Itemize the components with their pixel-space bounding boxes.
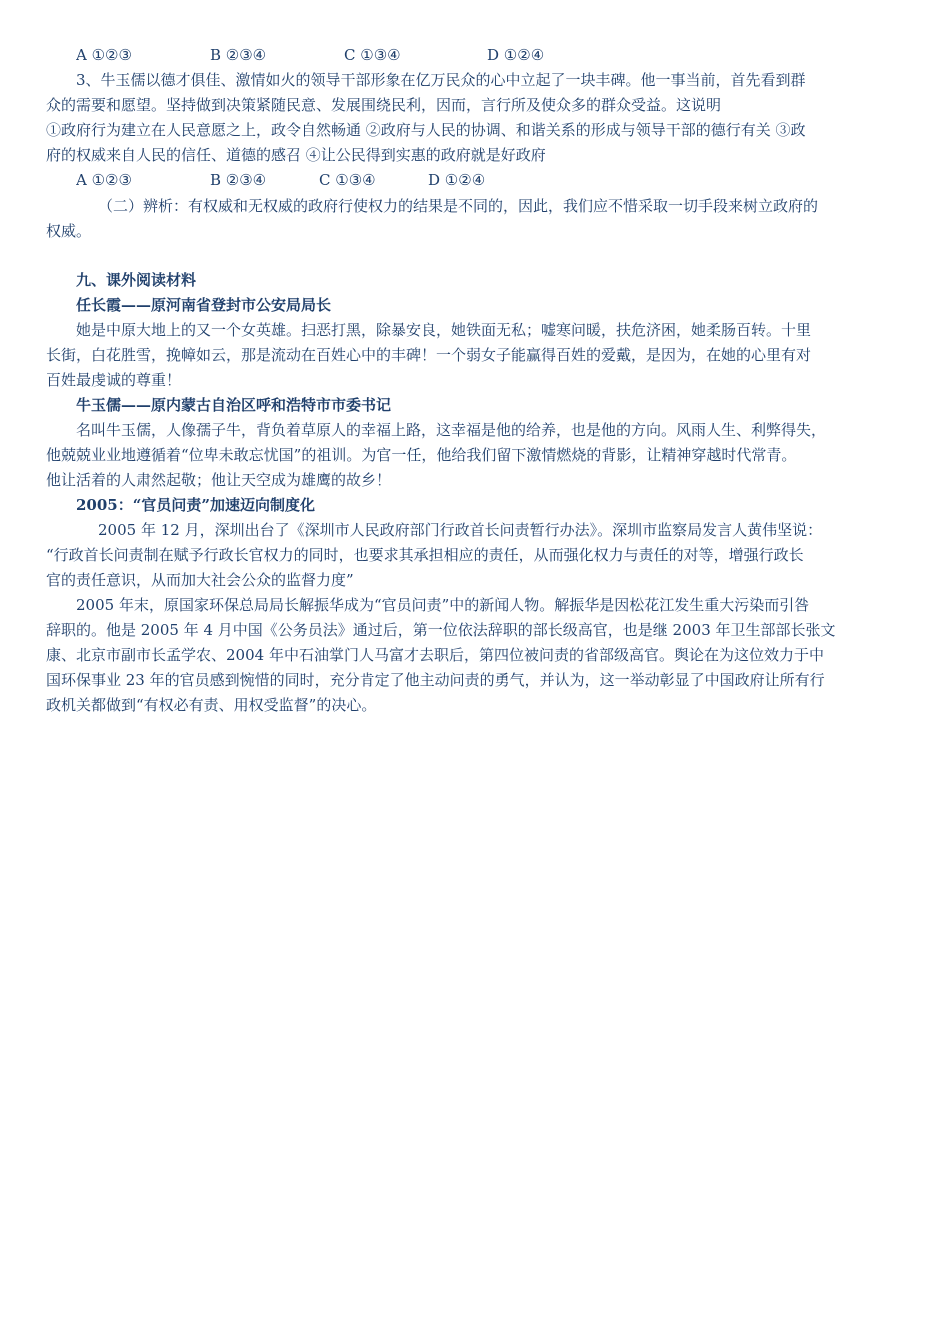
niu-paragraph-line: 名叫牛玉儒，人像孺子牛，背负着草原人的幸福上路，这幸福是他的给养，也是他的方向。风雨人生、利弊得失， <box>76 421 827 439</box>
section-heading: 九、课外阅读材料 <box>76 271 197 289</box>
analysis-line: （二）辨析：有权威和无权威的政府行使权力的结果是不同的，因此，我们应不惜采取一切手段来树立政府的 <box>98 197 819 215</box>
q3-line: ①政府行为建立在人民意愿之上，政令自然畅通 ②政府与人民的协调、和谐关系的形成与领导干部的德行有关 ③政 <box>46 121 806 139</box>
ren-paragraph-line: 她是中原大地上的又一个女英雄。扫恶打黑，除暴安良，她铁面无私；嘘寒问暖，扶危济困，她柔肠百转。十里 <box>76 321 812 339</box>
accountability-p1-line: “行政首长问责制在赋予行政长官权力的同时，也要求其承担相应的责任，从而强化权力与责任的对等，增强行政长 <box>46 546 804 564</box>
q2-option-a: A ①②③ <box>76 46 132 64</box>
q2-options <box>76 43 908 68</box>
niu-title: 牛玉儒——原内蒙古自治区呼和浩特市市委书记 <box>76 396 392 414</box>
niu-paragraph-line: 他兢兢业业地遵循着“位卑未敢忘忧国”的祖训。为官一任，他给我们留下激情燃烧的背影，让精神穿越时代常青。 <box>46 446 797 464</box>
q3-line: 府的权威来自人民的信任、道德的感召 ④让公民得到实惠的政府就是好政府 <box>46 146 546 164</box>
accountability-p1-line: 官的责任意识，从而加大社会公众的监督力度” <box>46 571 354 589</box>
q3-option-d: D ①②④ <box>428 171 486 189</box>
accountability-title: 2005：“官员问责”加速迈向制度化 <box>76 496 316 514</box>
accountability-p2-line: 辞职的。他是 2005 年 4 月中国《公务员法》通过后，第一位依法辞职的部长级高官，也是继 2003 年卫生部部长张文 <box>46 621 836 639</box>
accountability-p2-line: 国环保事业 23 年的官员感到惋惜的同时，充分肯定了他主动问责的勇气，并认为，这一举动彰显了中国政府让所有行 <box>46 671 825 689</box>
q3-options <box>76 168 908 193</box>
q3-option-c: C ①③④ <box>319 171 376 189</box>
accountability-p2-line: 2005 年末，原国家环保总局局长解振华成为“官员问责”中的新闻人物。解振华是因松花江发生重大污染而引咎 <box>76 596 810 614</box>
accountability-p2-line: 康、北京市副市长孟学农、2004 年中石油掌门人马富才去职后，第四位被问责的省部级高官。舆论在为这位效力于中 <box>46 646 824 664</box>
niu-paragraph-line: 他让活着的人肃然起敬；他让天空成为雄鹰的故乡！ <box>46 471 392 489</box>
q3-line: 3、牛玉儒以德才俱佳、激情如火的领导干部形象在亿万民众的心中立起了一块丰碑。他一事当前，首先看到群 <box>76 71 806 89</box>
accountability-p1-line: 2005 年 12 月，深圳出台了《深圳市人民政府部门行政首长问责暂行办法》。深圳市监察局发言人黄伟坚说： <box>98 521 823 539</box>
q3-line: 众的需要和愿望。坚持做到决策紧随民意、发展围绕民利，因而，言行所及使众多的群众受益。这说明 <box>46 96 722 114</box>
ren-title: 任长霞——原河南省登封市公安局局长 <box>76 296 332 314</box>
q3-option-b: B ②③④ <box>210 171 267 189</box>
q2-option-d: D ①②④ <box>487 46 545 64</box>
q2-option-c: C ①③④ <box>344 46 401 64</box>
accountability-p2-line: 政机关都做到“有权必有责、用权受监督”的决心。 <box>46 696 377 714</box>
ren-paragraph-line: 长街，白花胜雪，挽幛如云，那是流动在百姓心中的丰碑！一个弱女子能赢得百姓的爱戴，是因为，在她的心里有对 <box>46 346 812 364</box>
analysis-line: 权威。 <box>46 222 92 240</box>
ren-paragraph-line: 百姓最虔诚的尊重！ <box>46 371 182 389</box>
q2-option-b: B ②③④ <box>210 46 267 64</box>
q3-option-a: A ①②③ <box>76 171 132 189</box>
